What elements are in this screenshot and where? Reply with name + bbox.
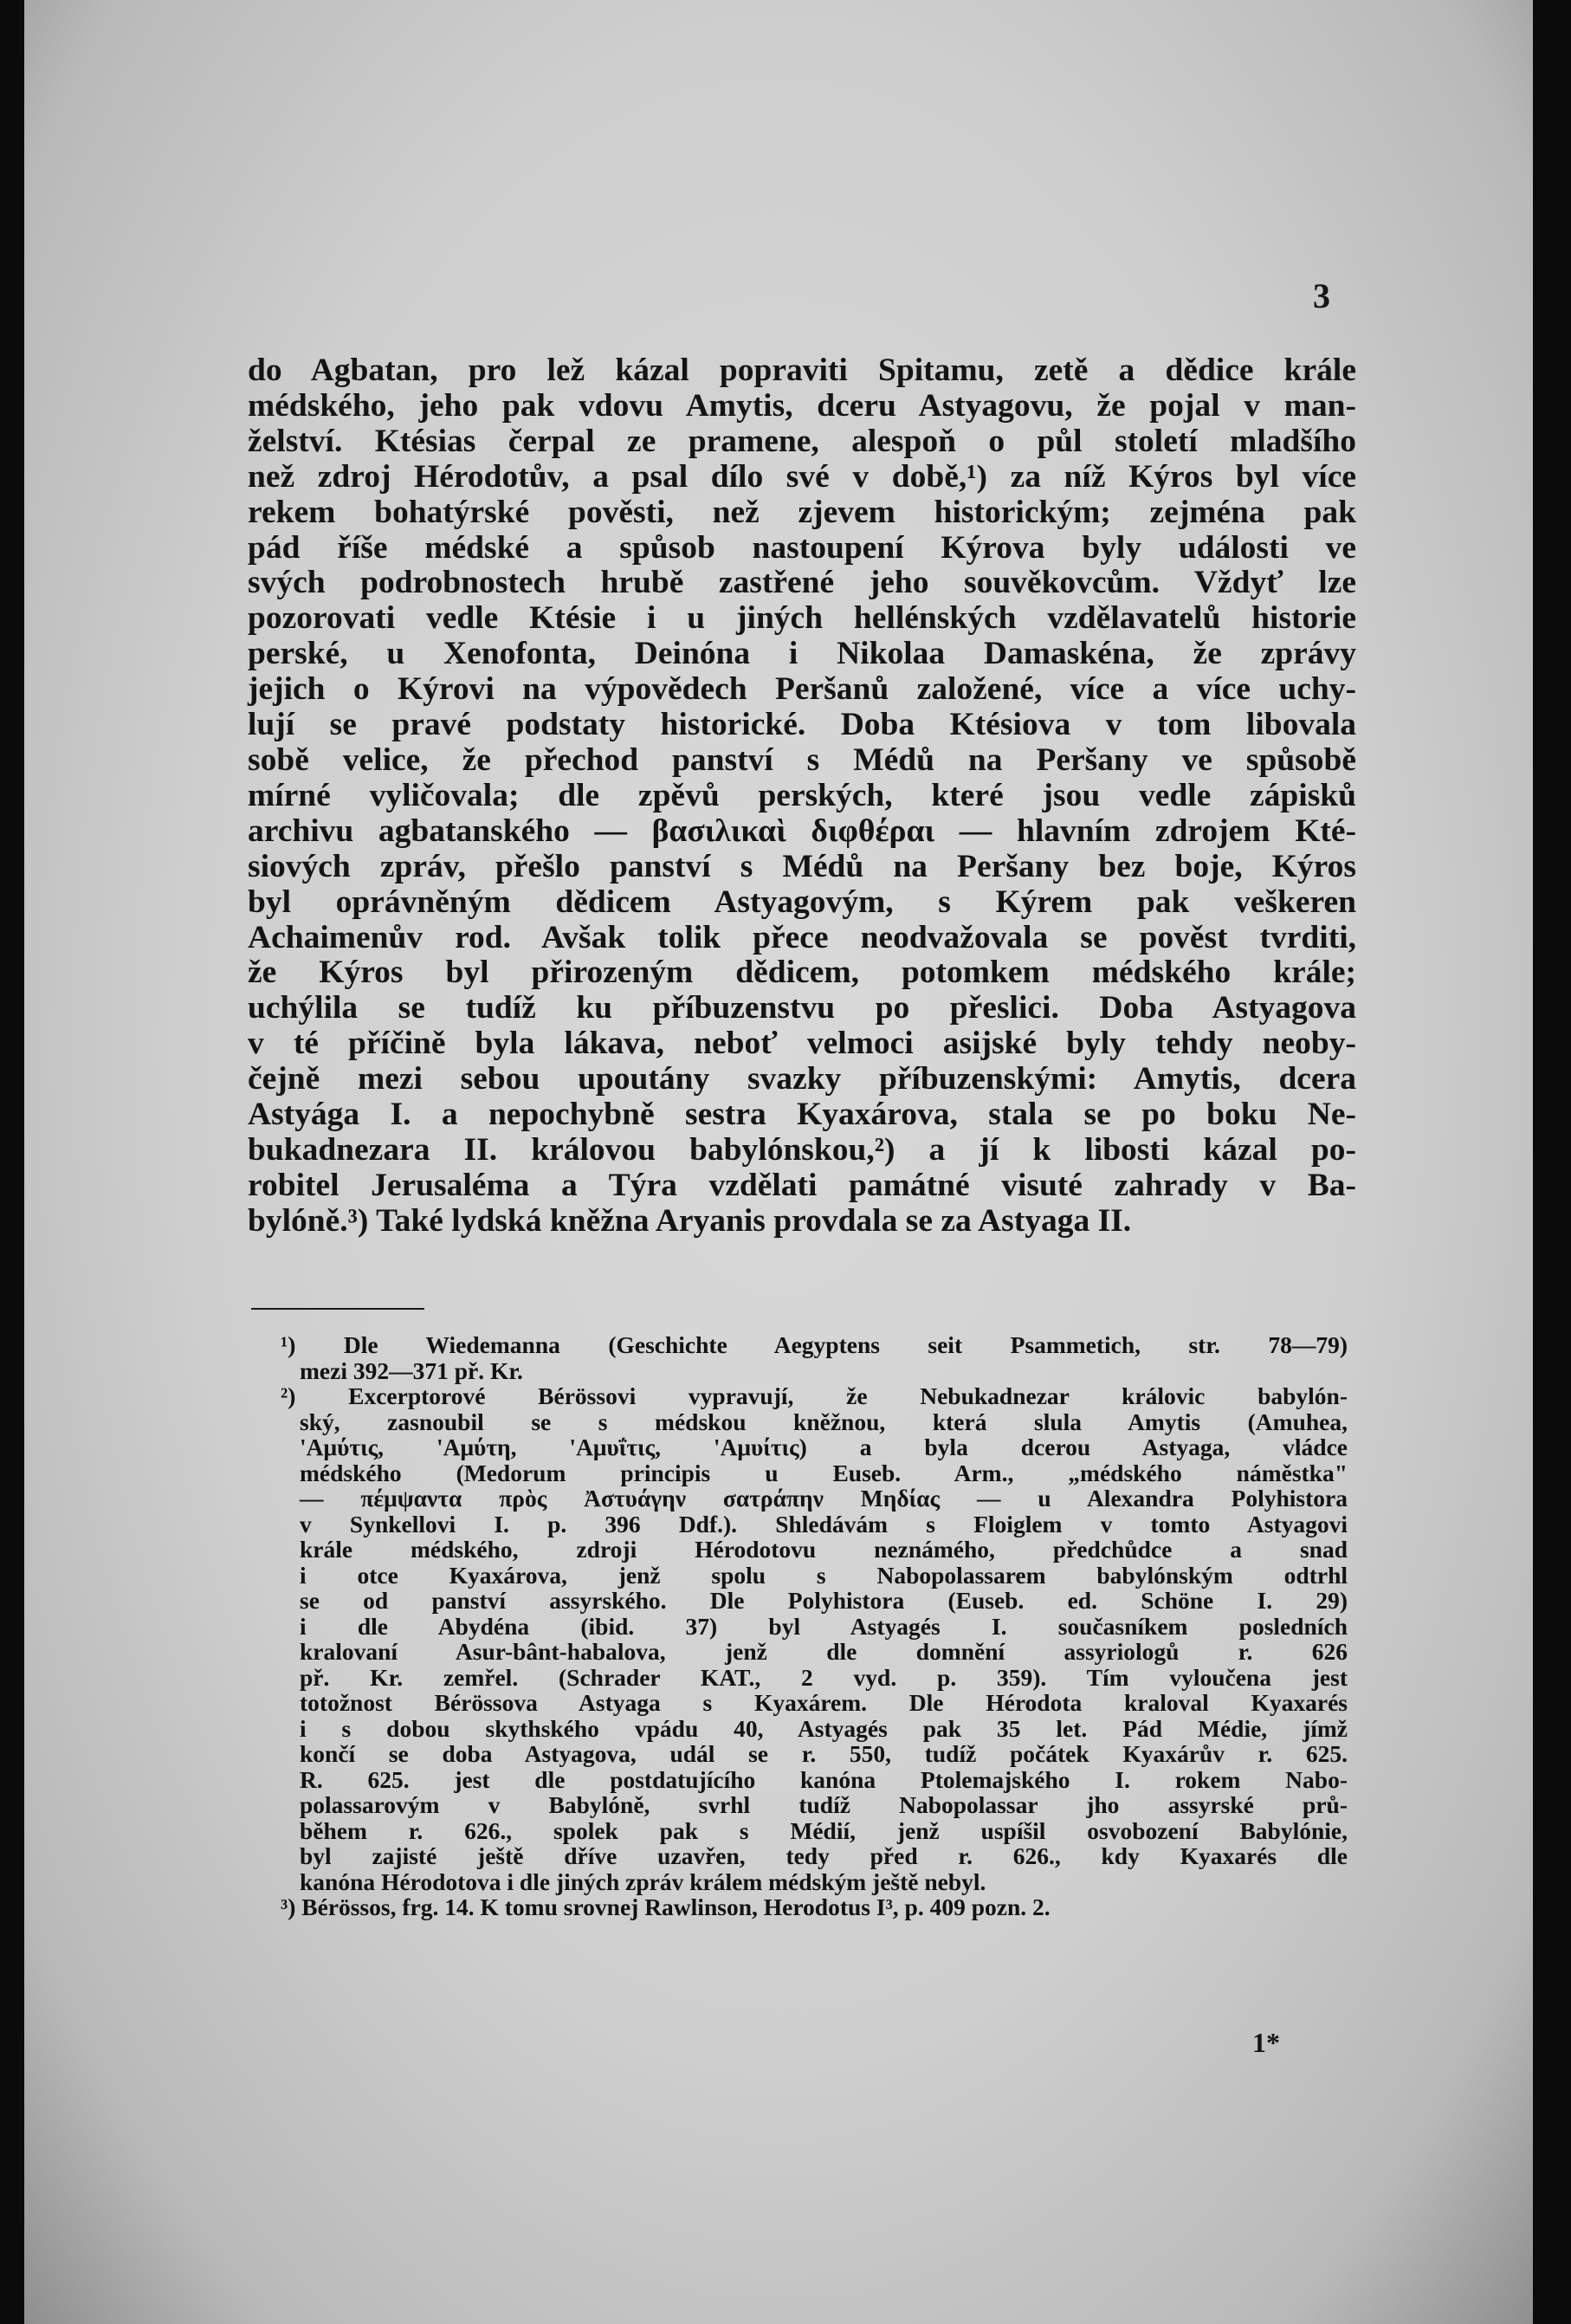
- footnote-line: ¹) Dle Wiedemanna (Geschichte Aegyptens seit Psammetich, str. 78—79): [281, 1331, 1348, 1358]
- footnote-line: R. 625. jest dle postdatujícího kanóna Ptolemajského I. rokem Nabo-: [300, 1765, 1348, 1793]
- footnote-line: — πέμψαντα πρὸς Ἀστυάγην σατράπην Μηδίας — u Alexandra Polyhistora: [300, 1485, 1348, 1512]
- body-line: v té příčině byla lákava, neboť velmoci asijské byly tehdy neoby-: [248, 1026, 1356, 1062]
- book-page: [24, 0, 1533, 2324]
- body-line: siových zpráv, přešlo panství s Médů na Peršany bez boje, Kýros: [248, 848, 1356, 884]
- body-line: uchýlila se tudíž ku příbuzenstvu po přeslici. Doba Astyagova: [248, 990, 1356, 1026]
- body-line: Astyága I. a nepochybně sestra Kyaxárova, stala se po boku Ne-: [248, 1097, 1356, 1133]
- body-line: byl oprávněným dědicem Astyagovým, s Kýrem pak veškeren: [248, 884, 1356, 920]
- footnote-line: kanóna Hérodotova i dle jiných zpráv králem médským ještě nebyl.: [300, 1868, 986, 1895]
- body-line: čejně mezi sebou upoutány svazky příbuzenskými: Amytis, dcera: [248, 1061, 1356, 1097]
- body-line: že Kýros byl přirozeným dědicem, potomkem médského krále;: [248, 955, 1356, 991]
- body-line: médského, jeho pak vdovu Amytis, dceru Astyagovu, že pojal v man-: [248, 387, 1356, 424]
- body-line: Achaimenův rod. Avšak tolik přece neodvažovala se pověst tvrditi,: [248, 919, 1356, 955]
- footnotes: [281, 1331, 1348, 1920]
- body-line: pozorovati vedle Ktésie i u jiných hellénských vzdělavatelů historie: [248, 600, 1356, 637]
- body-line: rekem bohatýrské pověsti, než zjevem historickým; zejména pak: [248, 494, 1356, 530]
- footnote-line: 'Αμύτις, 'Αμύτη, 'Αμυΐτις, 'Αμυίτις) a byla dcerou Astyaga, vládce: [300, 1434, 1348, 1460]
- footnote-divider: [251, 1308, 424, 1310]
- body-line: archivu agbatanského — βασιλικαὶ διφθέραι — hlavním zdrojem Kté-: [248, 812, 1356, 849]
- footnote-line: končí se doba Astyagova, udál se r. 550, tudíž počátek Kyaxárův r. 625.: [300, 1740, 1348, 1767]
- body-line: do Agbatan, pro lež kázal popraviti Spitamu, zetě a dědice krále: [248, 353, 1356, 388]
- footnote-line: i s dobou skythského vpádu 40, Astyagés pak 35 let. Pád Médie, jímž: [300, 1714, 1348, 1742]
- footnote-line: mezi 392—371 př. Kr.: [300, 1356, 523, 1384]
- footnote-line: ský, zasnoubil se s médskou kněžnou, která slula Amytis (Amuhea,: [300, 1408, 1348, 1435]
- footnote-line: př. Kr. zemřel. (Schrader KAT., 2 vyd. p. 359). Tím vyloučena jest: [300, 1663, 1348, 1691]
- body-line: bukadnezara II. královou babylónskou,²) a jí k libosti kázal po-: [248, 1131, 1356, 1168]
- footnote-line: během r. 626., spolek pak s Médií, jenž uspíšil osvobození Babylónie,: [300, 1816, 1348, 1844]
- body-line: sobě velice, že přechod panství s Médů na Peršany ve spůsobě: [248, 741, 1356, 778]
- body-line: lují se pravé podstaty historické. Doba Ktésiova v tom libovala: [248, 707, 1356, 743]
- main-text: [248, 353, 1356, 1240]
- footnote-line: ²) Excerptorové Bérössovi vypravují, že Nebukadnezar královic babylón-: [281, 1382, 1348, 1409]
- footnote-line: ³) Bérössos, frg. 14. K tomu srovnej Rawlinson, Herodotus I³, p. 409 pozn. 2.: [281, 1894, 1051, 1920]
- body-line: svých podrobnostech hrubě zastřené jeho souvěkovcům. Vždyť lze: [248, 565, 1356, 601]
- footnote-line: i dle Abydéna (ibid. 37) byl Astyagés I. současníkem posledních: [300, 1612, 1348, 1640]
- footnote-line: totožnost Bérössova Astyaga s Kyaxárem. Dle Hérodota kraloval Kyaxarés: [300, 1689, 1348, 1716]
- footnote-line: krále médského, zdroji Hérodotovu neznámého, předchůdce a snad: [300, 1536, 1348, 1563]
- body-line: jejich o Kýrovi na výpovědech Peršanů založené, více a více uchy-: [248, 671, 1356, 708]
- page-number: 3: [1313, 276, 1330, 315]
- footnote-line: i otce Kyaxárova, jenž spolu s Nabopolassarem babylónským odtrhl: [300, 1561, 1348, 1589]
- footnote-line: médského (Medorum principis u Euseb. Arm., „médského náměstka": [300, 1459, 1348, 1486]
- body-line: želství. Ktésias čerpal ze pramene, alespoň o půl století mladšího: [248, 423, 1356, 459]
- body-line: robitel Jerusaléma a Týra vzdělati památné visuté zahrady v Ba-: [248, 1167, 1356, 1203]
- footnote-line: kralovaní Asur-bânt-habalova, jenž dle domnění assyriologů r. 626: [300, 1638, 1348, 1665]
- body-line: bylóně.³) Také lydská kněžna Aryanis provdala se za Astyaga II.: [248, 1202, 1132, 1239]
- footnote-line: byl zajisté ještě dříve uzavřen, tedy před r. 626., kdy Kyaxarés dle: [300, 1842, 1348, 1869]
- footnote-line: v Synkellovi I. p. 396 Ddf.). Shledávám s Floiglem v tomto Astyagovi: [300, 1510, 1348, 1537]
- body-line: pád říše médské a spůsob nastoupení Kýrova byly události ve: [248, 529, 1356, 566]
- body-line: než zdroj Hérodotův, a psal dílo své v době,¹) za níž Kýros byl více: [248, 458, 1356, 495]
- body-line: mírné vyličovala; dle zpěvů perských, které jsou vedle zápisků: [248, 777, 1356, 813]
- printer-signature: 1*: [1252, 2027, 1280, 2058]
- body-line: perské, u Xenofonta, Deinóna i Nikolaa Damaskéna, že zprávy: [248, 636, 1356, 672]
- footnote-line: se od panství assyrského. Dle Polyhistora (Euseb. ed. Schöne I. 29): [300, 1587, 1348, 1614]
- footnote-line: polassarovým v Babylóně, svrhl tudíž Nabopolassar jho assyrské prů-: [300, 1791, 1348, 1818]
